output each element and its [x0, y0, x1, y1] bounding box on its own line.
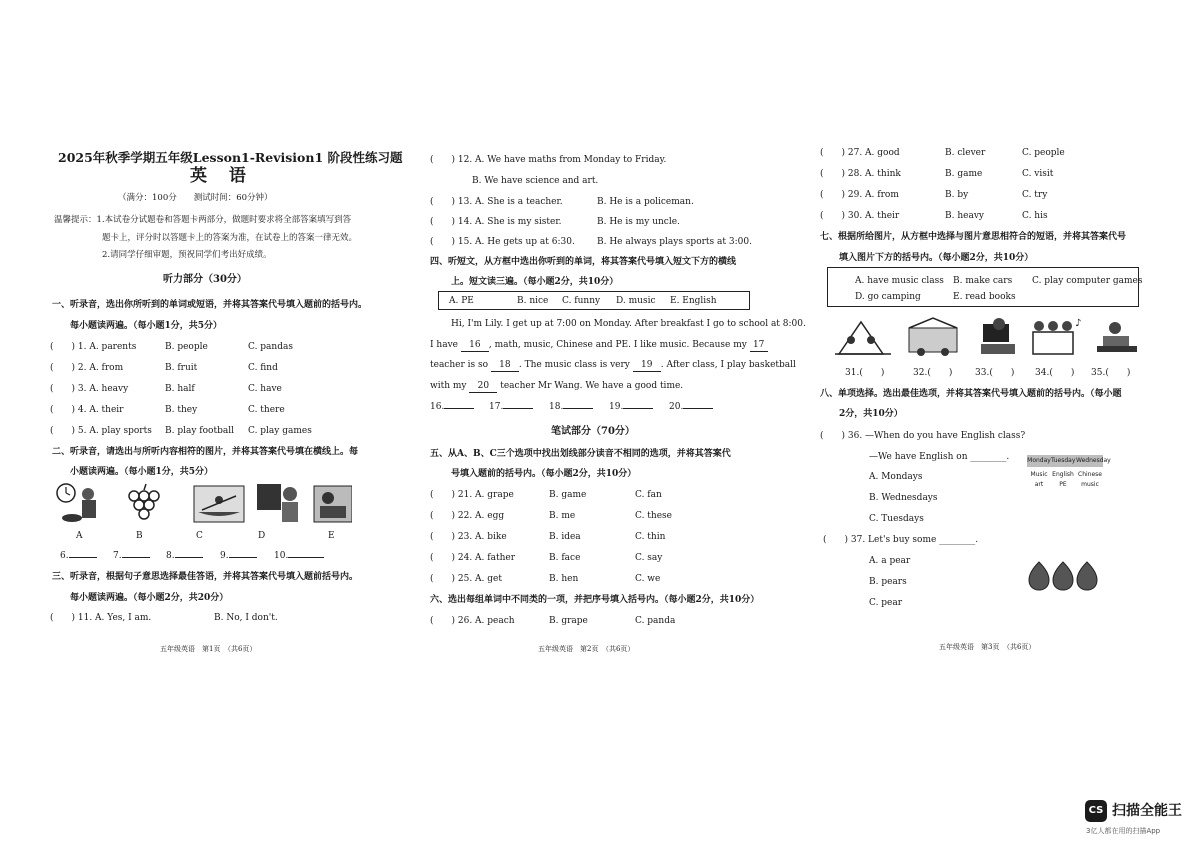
option-b: B. heavy — [945, 211, 984, 221]
option-b: B. fruit — [165, 363, 198, 373]
question-row: ( ) 25. A. get — [430, 574, 502, 584]
question-row: ( ) 36. —When do you have English class? — [820, 431, 1026, 441]
option-b: B. idea — [549, 532, 581, 542]
blank-number: 7. — [113, 551, 122, 561]
passage-text: . The music class is very — [518, 360, 630, 370]
section-6-title: 六、选出每组单词中不同类的一项，并把序号填入括号内。（每小题2分，共10分） — [430, 595, 760, 605]
answer-blank[interactable] — [166, 550, 203, 562]
blank-line[interactable] — [175, 557, 203, 558]
question-row: ( ) 2. A. from — [50, 363, 124, 373]
question-row: ( ) 15. A. He gets up at 6:30. — [430, 237, 575, 247]
picture-answer[interactable]: 32.( ) — [913, 368, 953, 378]
option-c: C. play games — [248, 426, 312, 436]
option-c: C. visit — [1022, 169, 1054, 179]
option-c: C. have — [248, 384, 282, 394]
option-a: A. a pear — [869, 556, 911, 566]
passage-text: , math, music, Chinese and PE. I like music. Because my — [488, 340, 747, 350]
question-row: ( ) 13. A. She is a teacher. — [430, 197, 563, 207]
option-c: C. his — [1022, 211, 1048, 221]
picture-label-d: D — [258, 531, 266, 541]
svg-text:♪: ♪ — [1075, 318, 1082, 329]
option-b: B. He is my uncle. — [597, 217, 680, 227]
option-b: B. No, I don't. — [214, 613, 278, 623]
option-c: C. these — [635, 511, 672, 521]
option-b: B. pears — [869, 577, 907, 587]
subject-title: 英 语 — [190, 166, 254, 186]
answer-blank[interactable] — [609, 401, 653, 413]
section-4-title: 四、听短文，从方框中选出你听到的单词，将其答案代号填入短文下方的横线 — [430, 257, 737, 267]
blank-line[interactable] — [288, 557, 324, 558]
option-c: C. try — [1022, 190, 1048, 200]
blank-number: 6. — [60, 551, 69, 561]
pear-icon — [1053, 562, 1073, 590]
section-2-pictures — [52, 480, 352, 528]
section-7-title: 七、根据所给图片，从方框中选择与图片意思相符合的短语，并将其答案代号 — [820, 232, 1127, 242]
passage-blank[interactable]: 19 — [633, 359, 661, 372]
option-c: C. panda — [635, 616, 676, 626]
section-3-title: 三、听录音，根据句子意思选择最佳答语，并将其答案代号填入题前括号内。 — [52, 572, 359, 582]
option-c: C. pear — [869, 598, 903, 608]
passage-blank[interactable]: 20 — [469, 380, 497, 393]
option-b: B. He always plays sports at 3:00. — [597, 237, 752, 247]
listening-header: 听力部分（30分） — [163, 274, 247, 285]
rowing-picture-icon — [194, 486, 244, 522]
pears-picture — [1025, 558, 1105, 592]
blank-line[interactable] — [623, 408, 653, 409]
timetable-day: Monday — [1027, 457, 1051, 464]
question-row: ( ) 22. A. egg — [430, 511, 505, 521]
passage-text: teacher is so — [430, 360, 489, 370]
answer-blank[interactable] — [430, 401, 474, 413]
question-row: ( ) 14. A. She is my sister. — [430, 217, 562, 227]
option-a: A. Mondays — [869, 472, 923, 482]
section-1-title: 一、听录音，选出你所听到的单词或短语，并将其答案代号填入题前的括号内。 — [52, 300, 368, 310]
notice-2: 2.请同学仔细审题，预祝同学们考出好成绩。 — [102, 250, 272, 260]
option-c: C. there — [248, 405, 285, 415]
option-c: C. say — [635, 553, 663, 563]
box-option: D. music — [616, 296, 656, 306]
computer-games-picture-icon — [981, 318, 1015, 354]
passage-line — [430, 359, 796, 372]
passage-blank[interactable]: 17 — [750, 339, 768, 352]
passage-blank[interactable]: 16 — [461, 339, 489, 352]
box-option: B. make cars — [953, 276, 1013, 286]
answer-blank[interactable] — [113, 550, 150, 562]
option-b: B. Wednesdays — [869, 493, 938, 503]
blank-number: 10. — [274, 551, 289, 561]
option-c: C. pandas — [248, 342, 293, 352]
blank-number: 8. — [166, 551, 175, 561]
question-row: ( ) 29. A. from — [820, 190, 899, 200]
blank-line[interactable] — [444, 408, 474, 409]
passage-line: Hi, I'm Lily. I get up at 7:00 on Monday. After breakfast I go to school at 8:00. — [451, 319, 806, 329]
option-b: B. they — [165, 405, 198, 415]
section-2-title: 二、听录音，请选出与所听内容相符的图片，并将其答案代号填在横线上。每 — [52, 447, 359, 457]
blank-line[interactable] — [122, 557, 150, 558]
question-row: ( ) 1. A. parents — [50, 342, 137, 352]
page-2 — [425, 0, 806, 848]
picture-label-c: C — [196, 531, 203, 541]
option-c: C. we — [635, 574, 661, 584]
option-b: B. game — [549, 490, 587, 500]
exam-title: 2025年秋季学期五年级Lesson1-Revision1 阶段性练习题 — [58, 150, 403, 165]
passage-line — [430, 339, 768, 352]
answer-blank[interactable] — [489, 401, 533, 413]
timetable-cell: Music — [1030, 471, 1048, 478]
question-row: ( ) 5. A. play sports — [50, 426, 152, 436]
blank-number: 19. — [609, 402, 624, 412]
passage-text: I have — [430, 340, 458, 350]
question-row: ( ) 24. A. father — [430, 553, 516, 563]
question-row: ( ) 26. A. peach — [430, 616, 515, 626]
question-row: ( ) 28. A. think — [820, 169, 901, 179]
grapes-picture-icon — [129, 484, 159, 519]
section-8-note: 2分，共10分） — [839, 409, 903, 419]
notice-1: 温馨提示：1.本试卷分试题卷和答题卡两部分，做题时要求将全部答案填写到答 — [54, 215, 352, 225]
section-4-note: 上。短文读三遍。（每小题2分，共10分） — [451, 277, 619, 287]
question-row: ( ) 3. A. heavy — [50, 384, 129, 394]
page-footer: 五年级英语 第3页 （共6页） — [939, 643, 1036, 651]
car-factory-picture-icon — [909, 318, 957, 356]
picture-answer[interactable]: 35.( ) — [1091, 368, 1131, 378]
option-b: B. by — [945, 190, 969, 200]
section-8-title: 八、单项选择。选出最佳选项，并将其答案代号填入题前的括号内。（每小题 — [820, 389, 1122, 399]
blank-line[interactable] — [563, 408, 593, 409]
page-footer: 五年级英语 第2页 （共6页） — [538, 645, 635, 653]
option-b: B. half — [165, 384, 195, 394]
answer-blank[interactable] — [549, 401, 593, 413]
question-row: ( ) 21. A. grape — [430, 490, 514, 500]
page-1 — [30, 0, 403, 848]
scanner-app-slogan: 3亿人都在用的扫描App — [1086, 827, 1161, 835]
timetable-day: Tuesday — [1051, 457, 1076, 464]
option-c: C. thin — [635, 532, 666, 542]
question-row: ( ) 11. A. Yes, I am. — [50, 613, 152, 623]
timetable-day: Wednesday — [1076, 457, 1111, 464]
blank-number: 20. — [669, 402, 684, 412]
option-c: C. people — [1022, 148, 1065, 158]
answer-blank[interactable] — [669, 401, 713, 413]
option-b: B. hen — [549, 574, 579, 584]
written-header: 笔试部分（70分） — [551, 426, 635, 437]
notice-1b: 题卡上，评分时以答题卡上的答案为准，在试卷上的答案一律无效。 — [102, 233, 358, 243]
blank-line[interactable] — [69, 557, 97, 558]
option-c: C. find — [248, 363, 278, 373]
option-b: B. He is a policeman. — [597, 197, 694, 207]
reading-picture-icon — [314, 486, 352, 522]
pear-icon — [1077, 562, 1097, 590]
scanner-app-name: 扫描全能王 — [1112, 803, 1182, 819]
picture-label-a: A — [76, 531, 83, 541]
picture-label-b: B — [136, 531, 143, 541]
box-option: E. English — [670, 296, 717, 306]
option-b: B. game — [945, 169, 983, 179]
score-info: （满分：100分 测试时间：60分钟） — [118, 193, 273, 203]
box-option: A. PE — [449, 296, 474, 306]
picture-answer[interactable]: 34.( ) — [1035, 368, 1075, 378]
blank-number: 18. — [549, 402, 564, 412]
picture-answer[interactable]: 31.( ) — [845, 368, 885, 378]
option-b: B. people — [165, 342, 208, 352]
option-b: B. me — [549, 511, 576, 521]
section-3-note: 每小题读两遍。（每小题2分，共20分） — [70, 593, 229, 603]
clock-reading-picture-icon — [57, 484, 96, 522]
option-b: B. We have science and art. — [472, 176, 599, 186]
passage-text: with my — [430, 381, 467, 391]
answer-blank[interactable] — [220, 550, 257, 562]
option-c: C. fan — [635, 490, 662, 500]
option-b: B. clever — [945, 148, 986, 158]
passage-line — [430, 380, 683, 393]
box-option: B. nice — [517, 296, 549, 306]
reading-books-picture-icon — [1097, 322, 1137, 352]
page-footer: 五年级英语 第1页 （共6页） — [160, 645, 257, 653]
page-3 — [815, 0, 1160, 848]
section-5-note: 号填入题前的括号内。（每小题2分，共10分） — [451, 469, 637, 479]
question-row: ( ) 23. A. bike — [430, 532, 507, 542]
picture-label-e: E — [328, 531, 335, 541]
box-option: E. read books — [953, 292, 1016, 302]
timetable-cell: PE — [1059, 481, 1067, 488]
passage-text: . After class, I play basketball — [660, 360, 796, 370]
timetable-cell: art — [1034, 481, 1044, 488]
pear-icon — [1029, 562, 1049, 590]
timetable-cell: English — [1052, 471, 1074, 478]
music-class-picture-icon — [1033, 318, 1081, 354]
answer-blank[interactable] — [274, 550, 324, 562]
question-line: —We have English on ________. — [869, 452, 1010, 462]
blank-line[interactable] — [229, 557, 257, 558]
blank-number: 16. — [430, 402, 445, 412]
question-row: ( ) 30. A. their — [820, 211, 900, 221]
box-option: D. go camping — [855, 292, 921, 302]
section-7-note: 填入图片下方的括号内。（每小题2分，共10分） — [839, 253, 1034, 263]
blank-line[interactable] — [503, 408, 533, 409]
answer-blank[interactable] — [60, 550, 97, 562]
question-row: ( ) 4. A. their — [50, 405, 124, 415]
timetable-cell: music — [1081, 481, 1099, 488]
camscanner-logo-icon: CS — [1085, 800, 1107, 822]
option-b: B. grape — [549, 616, 588, 626]
box-option: A. have music class — [855, 276, 944, 286]
question-row: ( ) 12. A. We have maths from Monday to Friday. — [430, 155, 667, 165]
timetable-cell: Chinese — [1078, 471, 1102, 478]
section-1-note: 每小题读两遍。（每小题1分，共5分） — [70, 321, 223, 331]
option-b: B. play football — [165, 426, 234, 436]
section-7-pictures — [835, 314, 1145, 360]
picture-answer[interactable]: 33.( ) — [975, 368, 1015, 378]
section-2-note: 小题读两遍。（每小题1分，共5分） — [70, 467, 214, 477]
blank-number: 9. — [220, 551, 229, 561]
box-option: C. play computer games — [1032, 276, 1143, 286]
blank-number: 17. — [489, 402, 504, 412]
passage-text: teacher Mr Wang. We have a good time. — [500, 381, 684, 391]
question-row: ( ) 37. Let's buy some ________. — [823, 535, 979, 545]
option-b: B. face — [549, 553, 581, 563]
teacher-blackboard-picture-icon — [257, 484, 298, 522]
option-c: C. Tuesdays — [869, 514, 924, 524]
blank-line[interactable] — [683, 408, 713, 409]
question-row: ( ) 27. A. good — [820, 148, 900, 158]
box-option: C. funny — [562, 296, 601, 306]
section-5-title: 五、从A、B、C三个选项中找出划线部分读音不相同的选项，并将其答案代 — [430, 449, 731, 459]
passage-blank[interactable]: 18 — [491, 359, 519, 372]
camping-picture-icon — [835, 322, 891, 354]
